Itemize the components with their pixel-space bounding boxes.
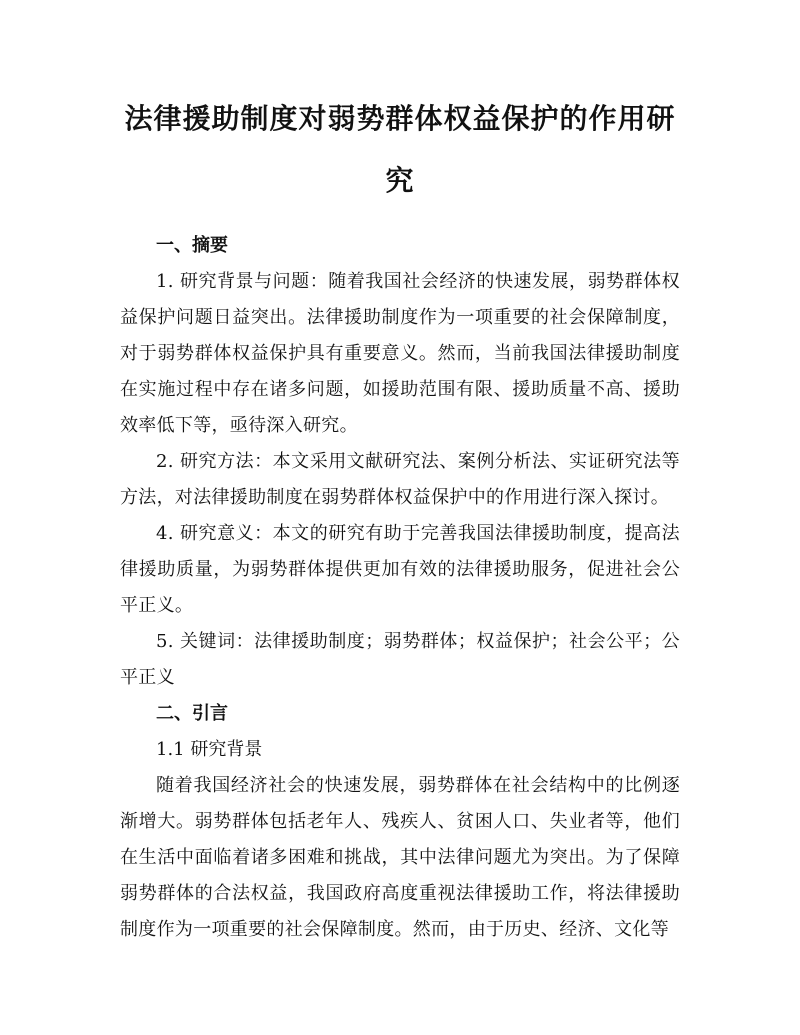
section-heading-introduction: 二、引言 — [156, 703, 228, 724]
abstract-paragraph-keywords: 5. 关键词：法律援助制度；弱势群体；权益保护；社会公平；公平正义 — [120, 631, 680, 688]
introduction-paragraph: 随着我国经济社会的快速发展，弱势群体在社会结构中的比例逐渐增大。弱势群体包括老年人、残疾人、贫困人口、失业者等，他们在生活中面临着诸多困难和挑战，其中法律问题尤为突出。为了保障弱势群体的合法权益，我国政府高度重视法律援助工作，将法律援助制度作为一项重要的社会保障制度。然而，由于历史、经济、文化等 — [120, 775, 680, 940]
abstract-paragraph-significance: 4. 研究意义：本文的研究有助于完善我国法律援助制度，提高法律援助质量，为弱势群体提供更加有效的法律援助服务，促进社会公平正义。 — [120, 523, 680, 616]
abstract-paragraph-background: 1. 研究背景与问题：随着我国社会经济的快速发展，弱势群体权益保护问题日益突出。法律援助制度作为一项重要的社会保障制度，对于弱势群体权益保护具有重要意义。然而，当前我国法律援助制度在实施过程中存在诸多问题，如援助范围有限、援助质量不高、援助效率低下等，亟待深入研究。 — [120, 271, 680, 436]
section-heading-abstract: 一、摘要 — [156, 235, 228, 256]
document-title: 法律援助制度对弱势群体权益保护的作用研究 — [124, 102, 676, 197]
abstract-paragraph-methods: 2. 研究方法：本文采用文献研究法、案例分析法、实证研究法等方法，对法律援助制度在弱势群体权益保护中的作用进行深入探讨。 — [120, 451, 680, 508]
subheading-research-background: 1.1 研究背景 — [156, 739, 263, 760]
